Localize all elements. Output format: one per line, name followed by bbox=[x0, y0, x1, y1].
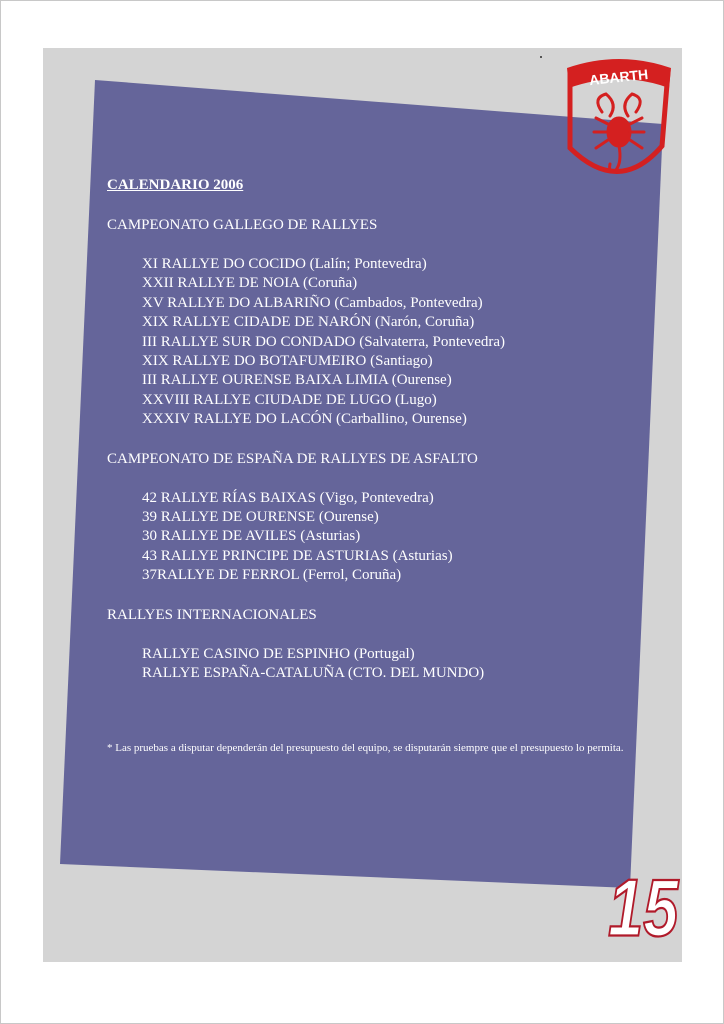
list-item: XV RALLYE DO ALBARIÑO (Cambados, Pontevedra) bbox=[142, 294, 483, 311]
speck bbox=[540, 56, 542, 58]
event-list-gallego bbox=[107, 255, 647, 430]
list-item: III RALLYE OURENSE BAIXA LIMIA (Ourense) bbox=[142, 372, 452, 389]
footnote: * Las pruebas a disputar dependerán del presupuesto del equipo, se disputarán siempre que el presupuesto lo permita. bbox=[107, 742, 624, 754]
list-item: 30 RALLYE DE AVILES (Asturias) bbox=[142, 528, 361, 545]
list-item: 37RALLYE DE FERROL (Ferrol, Coruña) bbox=[142, 567, 402, 584]
calendar-content bbox=[107, 176, 647, 684]
list-item: XIX RALLYE CIDADE DE NARÓN (Narón, Coruña) bbox=[142, 314, 475, 331]
abarth-logo bbox=[562, 58, 676, 186]
list-item: XXXIV RALLYE DO LACÓN (Carballino, Ourense) bbox=[142, 411, 467, 428]
page-number-text: 15 bbox=[608, 864, 679, 952]
list-item: 42 RALLYE RÍAS BAIXAS (Vigo, Pontevedra) bbox=[142, 489, 434, 506]
list-item: XXVIII RALLYE CIUDADE DE LUGO (Lugo) bbox=[142, 391, 437, 408]
list-item: RALLYE ESPAÑA-CATALUÑA (CTO. DEL MUNDO) bbox=[142, 665, 485, 682]
page-number bbox=[600, 862, 690, 952]
section-heading-internacionales: RALLYES INTERNACIONALES bbox=[107, 606, 317, 623]
event-list-internacionales bbox=[107, 645, 647, 684]
section-heading-espana: CAMPEONATO DE ESPAÑA DE RALLYES DE ASFALTO bbox=[107, 450, 478, 467]
abarth-logo-text: ABARTH bbox=[588, 65, 649, 89]
list-item: III RALLYE SUR DO CONDADO (Salvaterra, Pontevedra) bbox=[142, 333, 506, 350]
section-heading-gallego: CAMPEONATO GALLEGO DE RALLYES bbox=[107, 217, 378, 233]
list-item: 43 RALLYE PRINCIPE DE ASTURIAS (Asturias) bbox=[142, 547, 453, 564]
event-list-espana bbox=[107, 489, 647, 586]
list-item: XXII RALLYE DE NOIA (Coruña) bbox=[142, 275, 358, 292]
list-item: XI RALLYE DO COCIDO (Lalín; Pontevedra) bbox=[142, 256, 427, 272]
calendar-title: CALENDARIO 2006 bbox=[107, 177, 244, 193]
list-item: RALLYE CASINO DE ESPINHO (Portugal) bbox=[142, 645, 415, 662]
list-item: XIX RALLYE DO BOTAFUMEIRO (Santiago) bbox=[142, 353, 433, 370]
list-item: 39 RALLYE DE OURENSE (Ourense) bbox=[142, 509, 379, 526]
scorpion-icon bbox=[594, 94, 644, 171]
